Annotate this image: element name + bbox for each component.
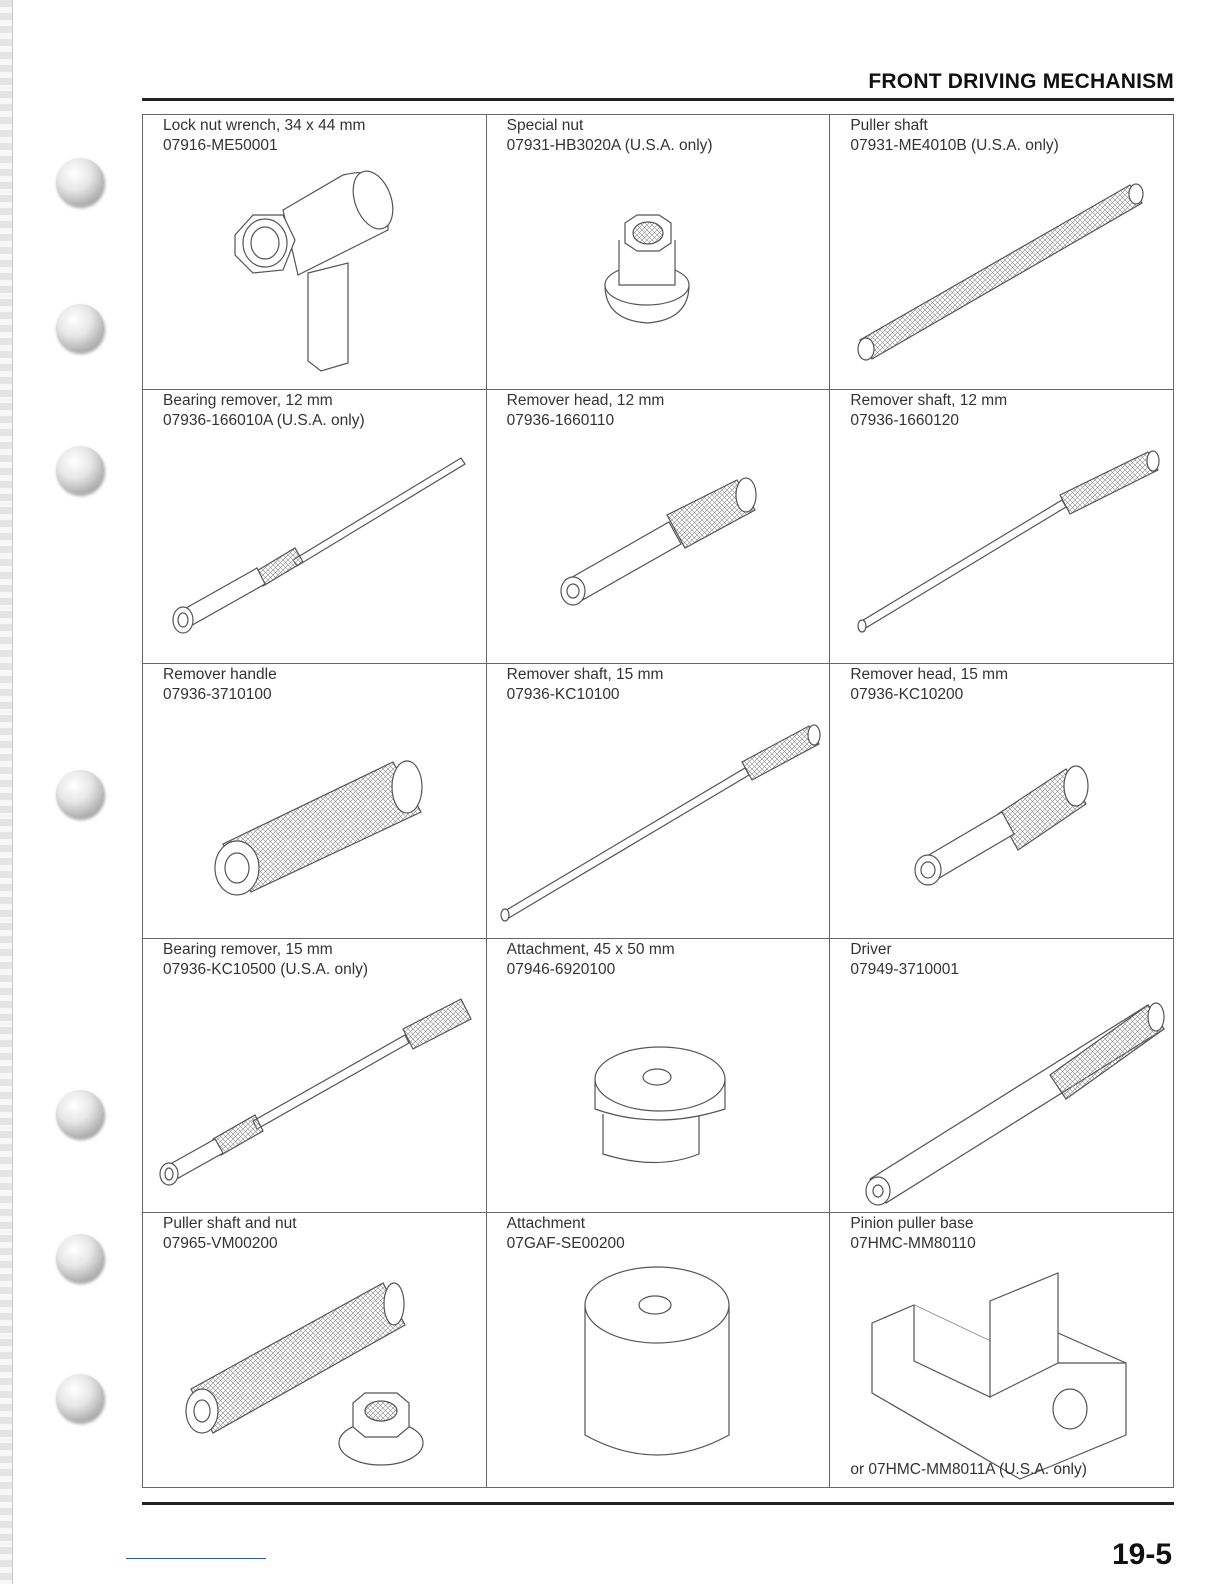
tool-cell — [487, 664, 831, 939]
attachment-cylinder-icon — [487, 1213, 831, 1487]
binder-hole — [56, 1234, 104, 1282]
remover-shaft-15mm-icon — [487, 664, 831, 938]
tool-cell — [830, 390, 1174, 665]
tool-part-number: 07936-KC10100 — [506, 686, 620, 704]
tool-name: Attachment — [506, 1215, 586, 1233]
tool-name: Bearing remover, 12 mm — [163, 391, 333, 409]
tool-name: Lock nut wrench, 34 x 44 mm — [163, 117, 366, 134]
bottom-link-underline — [126, 1558, 266, 1559]
binder-hole — [56, 770, 104, 818]
tool-part-number: 07936-3710100 — [163, 686, 272, 704]
tool-name: Driver — [850, 940, 892, 958]
special-nut-icon — [487, 115, 831, 389]
header-rule — [142, 98, 1174, 101]
remover-head-15mm-icon — [830, 664, 1174, 938]
puller-shaft-and-nut-icon — [143, 1213, 487, 1487]
tool-cell — [143, 1213, 487, 1488]
tool-name: Remover head, 15 mm — [850, 666, 1008, 684]
tool-cell — [830, 1213, 1174, 1488]
tool-part-number: 07931-HB3020A (U.S.A. only) — [506, 137, 713, 154]
tool-name: Remover shaft, 12 mm — [850, 391, 1008, 409]
tool-part-number: 07916-ME50001 — [163, 137, 278, 154]
tool-part-number: 07949-3710001 — [850, 960, 959, 978]
tool-alternate-part-note: or 07HMC-MM8011A (U.S.A. only) — [850, 1461, 1087, 1478]
tool-part-number: 07965-VM00200 — [163, 1235, 278, 1253]
tool-cell — [487, 115, 831, 390]
attachment-45x50-icon — [487, 939, 831, 1213]
binder-hole — [56, 446, 104, 494]
tool-name: Puller shaft and nut — [163, 1215, 297, 1233]
driver-icon — [830, 939, 1174, 1213]
binder-hole — [56, 1090, 104, 1138]
tool-part-number: 07HMC-MM80110 — [850, 1235, 976, 1253]
tool-cell — [487, 390, 831, 665]
tool-name: Remover handle — [163, 666, 277, 684]
tool-part-number: 07936-166010A (U.S.A. only) — [163, 411, 365, 429]
section-title: FRONT DRIVING MECHANISM — [868, 70, 1174, 93]
tool-part-number: 07GAF-SE00200 — [506, 1235, 625, 1253]
tool-cell — [487, 939, 831, 1214]
tool-part-number: 07931-ME4010B (U.S.A. only) — [850, 137, 1059, 154]
tool-part-number: 07936-1660110 — [506, 411, 615, 429]
tool-part-number: 07936-KC10200 — [850, 686, 964, 704]
page-binding-edge — [0, 0, 13, 1584]
lock-nut-wrench-icon — [143, 115, 487, 389]
page-number: 19-5 — [1111, 1538, 1172, 1571]
tool-cell — [830, 939, 1174, 1214]
tool-cell — [143, 939, 487, 1214]
tool-name: Attachment, 45 x 50 mm — [506, 940, 675, 958]
binder-hole — [56, 1374, 104, 1422]
remover-handle-icon — [143, 664, 487, 938]
tool-name: Puller shaft — [850, 117, 928, 134]
remover-shaft-12mm-icon — [830, 390, 1174, 664]
tool-cell — [143, 390, 487, 665]
tool-cell — [143, 664, 487, 939]
tool-cell — [830, 664, 1174, 939]
remover-head-12mm-icon — [487, 390, 831, 664]
binder-hole — [56, 304, 104, 352]
bearing-remover-12mm-icon — [143, 390, 487, 664]
tool-name: Pinion puller base — [850, 1215, 974, 1233]
tool-part-number: 07936-1660120 — [850, 411, 959, 429]
tool-name: Remover head, 12 mm — [506, 391, 665, 409]
tool-cell — [143, 115, 487, 390]
pinion-puller-base-icon — [830, 1213, 1174, 1487]
tool-part-number: 07936-KC10500 (U.S.A. only) — [163, 960, 369, 978]
bearing-remover-15mm-icon — [143, 939, 487, 1213]
puller-shaft-icon — [830, 115, 1174, 389]
tool-cell — [830, 115, 1174, 390]
tool-cell — [487, 1213, 831, 1488]
tool-name: Bearing remover, 15 mm — [163, 940, 333, 958]
tool-name: Remover shaft, 15 mm — [506, 666, 664, 684]
tool-name: Special nut — [506, 117, 584, 134]
footer-rule — [142, 1502, 1174, 1505]
special-tools-grid — [142, 114, 1174, 1488]
binder-hole — [56, 158, 104, 206]
tool-part-number: 07946-6920100 — [506, 960, 616, 978]
